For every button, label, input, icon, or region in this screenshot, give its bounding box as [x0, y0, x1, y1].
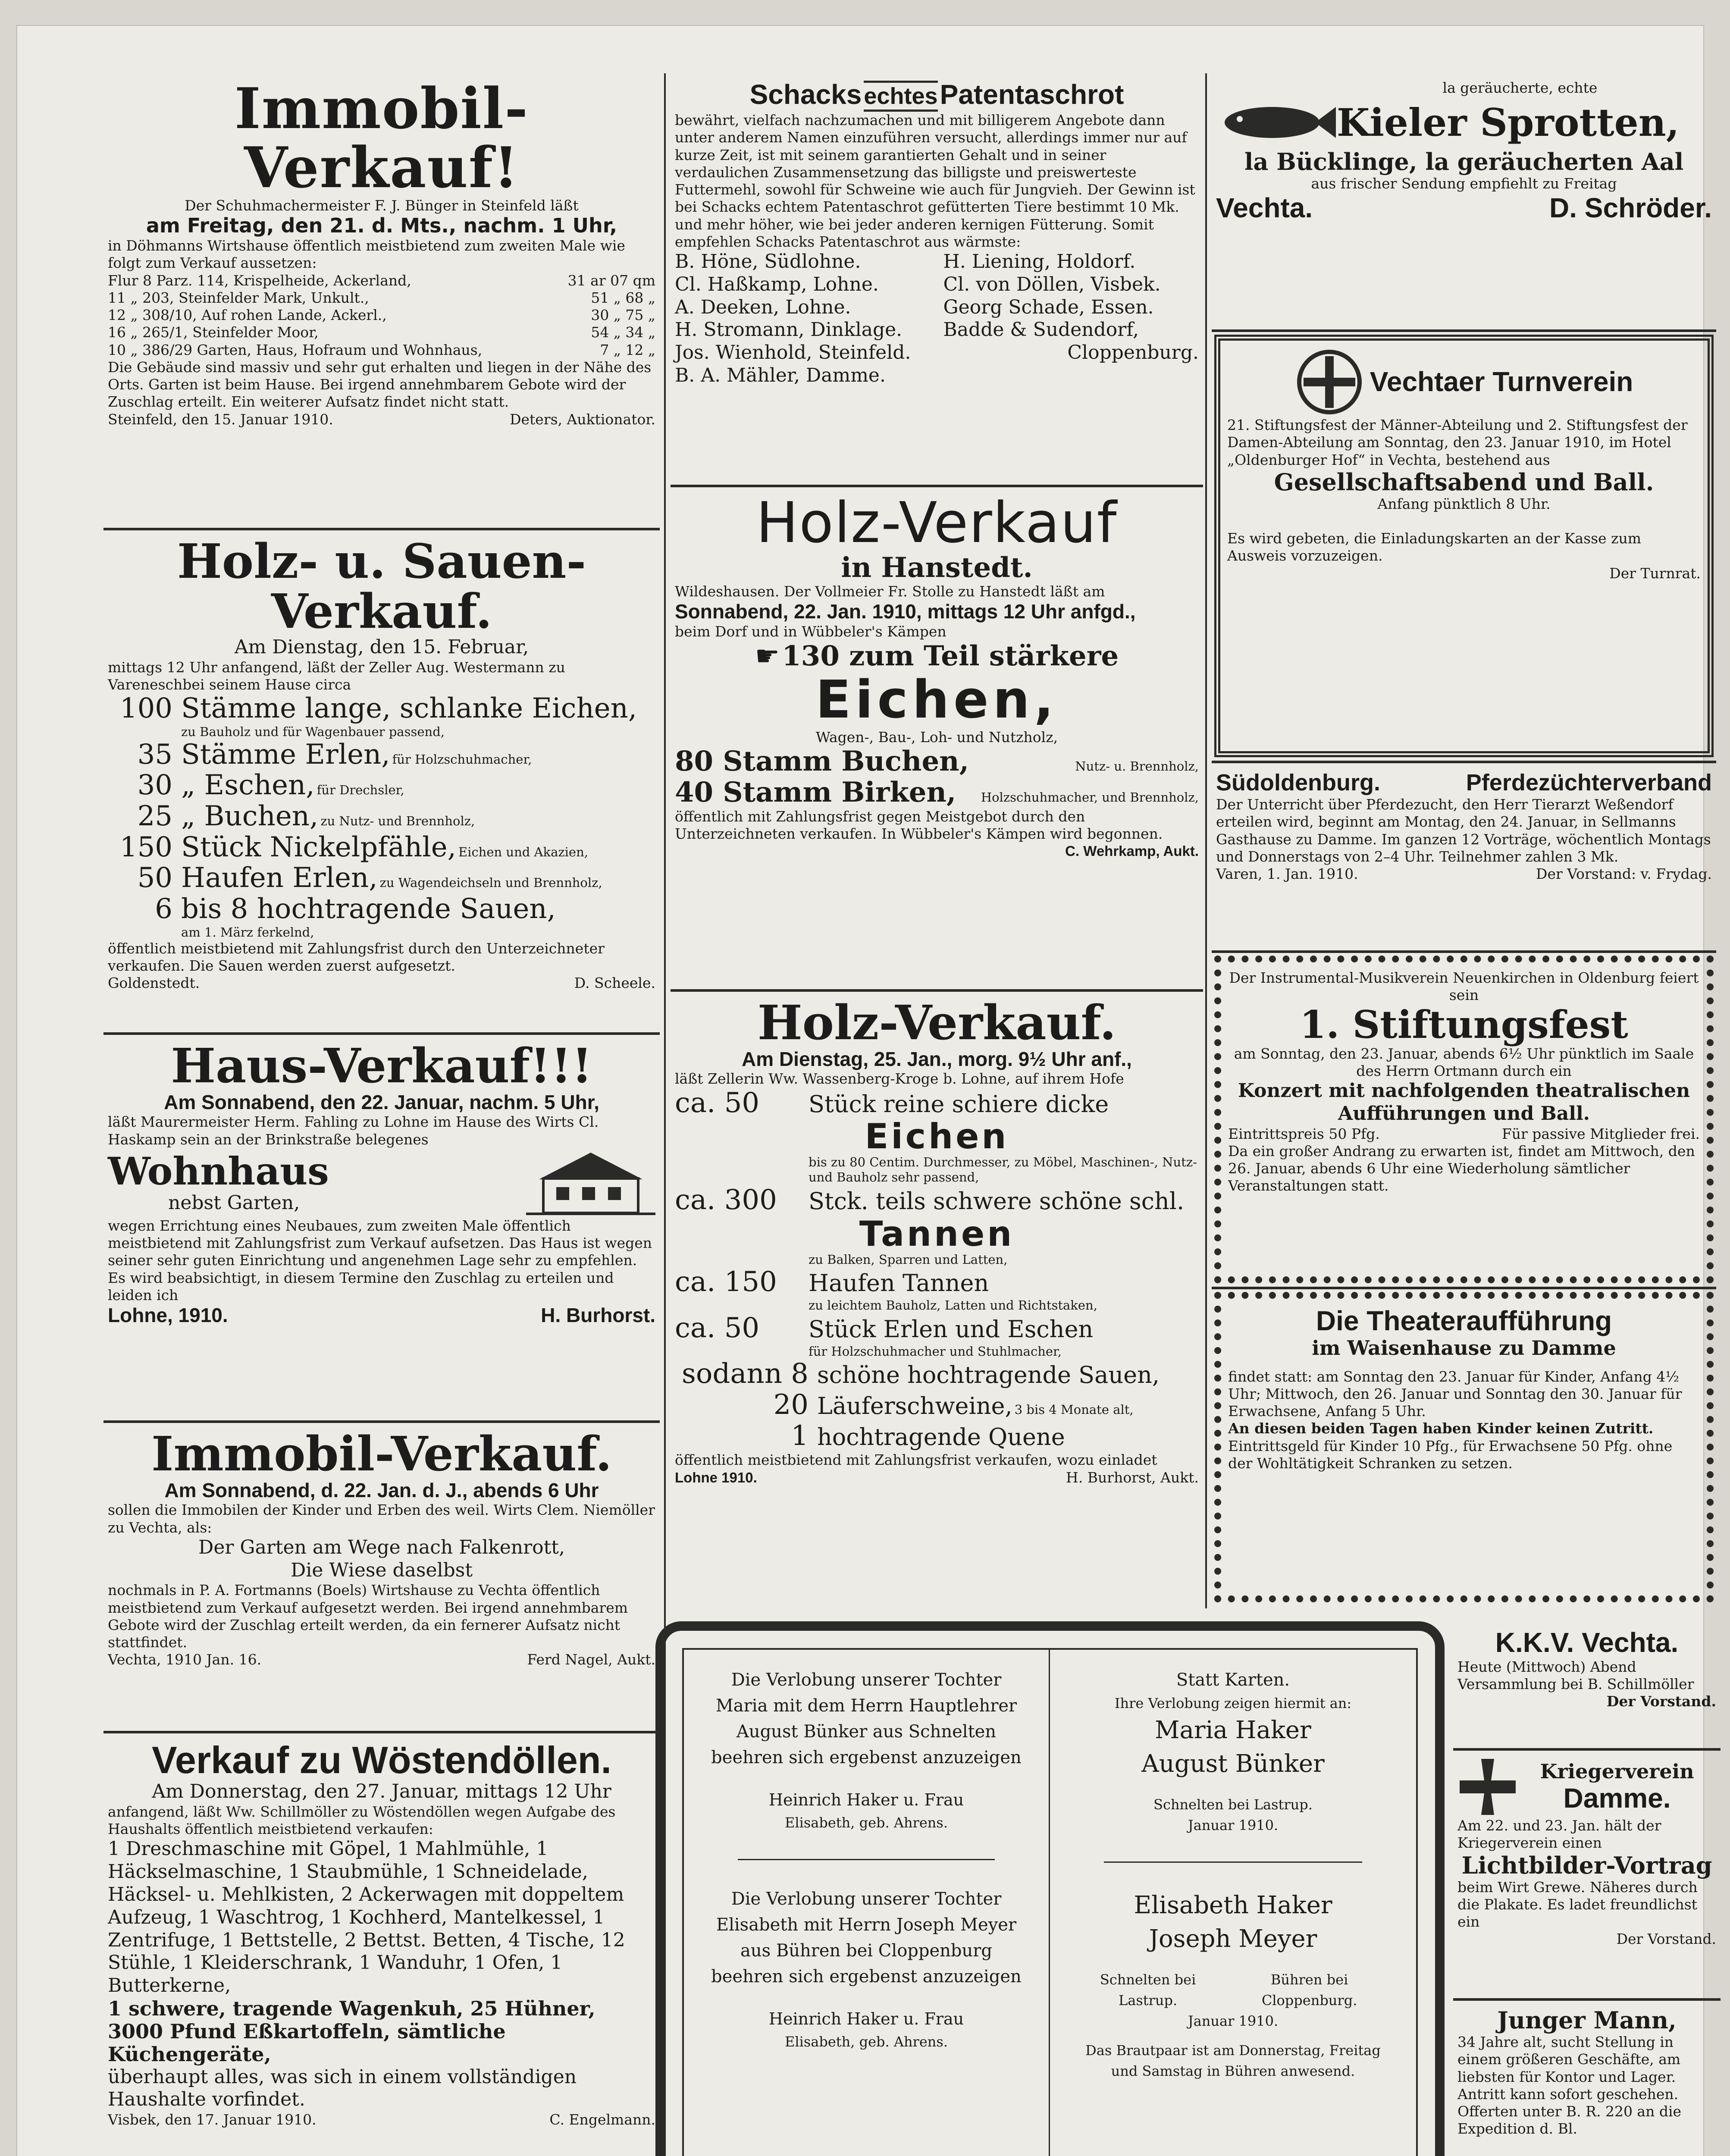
engagement-name: Elisabeth Haker	[1134, 1891, 1332, 1919]
ad-text: sollen die Immobilen der Kinder und Erben des weil. Wirts Clem. Niemöller zu Vechta, als:	[108, 1501, 655, 1536]
item-row	[108, 894, 655, 925]
item-name: Haufen Erlen,	[181, 862, 378, 894]
ad-title: Kriegerverein	[1540, 1759, 1694, 1783]
ad-vechtaer-turnverein	[1212, 332, 1716, 763]
parcel-size: 30 „ 75 „	[591, 307, 655, 324]
ad-signature: D. Scheele.	[574, 975, 655, 992]
parcel-size: 31 ar 07 qm	[567, 272, 655, 289]
ad-signature: H. Burhorst, Aukt.	[1066, 1469, 1199, 1486]
item-list	[108, 693, 655, 940]
item-note: 3 bis 4 Monate alt,	[1014, 1402, 1134, 1417]
dealer-list	[675, 251, 1199, 387]
ad-text: Da ein großer Andrang zu erwarten ist, findet am Mittwoch, den 26. Januar, abends 6 Uhr eine Wiederholung sämtlicher Veranstaltungen statt.	[1228, 1142, 1695, 1194]
engagement-signature-note: Elisabeth, geb. Ahrens.	[785, 2034, 948, 2050]
ad-text: wegen Errichtung eines Neubaues, zum zweiten Male öffentlich meistbietend mit Zahlungsfrist zum Verkauf aufsetzen. Das Haus ist wegen seiner sehr guten Einrichtung und angenehmen Lage sehr zu empfehlen. Es wird beabsichtigt, in diesem Termine den Zuschlag zu erteilen und leiden ich	[108, 1217, 652, 1304]
ad-title: 1. Stiftungsfest	[1300, 1002, 1628, 1047]
ad-date: Am Donnerstag, den 27. Januar, mittags 12 Uhr	[152, 1780, 611, 1803]
item-row	[675, 1185, 1199, 1216]
ad-text: Es wird gebeten, die Einladungskarten an der Kasse zum Ausweis vorzuzeigen.	[1227, 530, 1642, 564]
item-note: bis zu 80 Centim. Durchmesser, zu Möbel, Maschinen-, Nutz- und Bauholz sehr passend,	[809, 1155, 1197, 1185]
ad-text-bold: An diesen beiden Tagen haben Kinder keinen Zutritt.	[1228, 1420, 1654, 1437]
ad-text: Eintrittsgeld für Kinder 10 Pfg., für Erwachsene 50 Pfg. ohne der Wohltätigkeit Schranken zu setzen.	[1228, 1437, 1673, 1472]
engagement-signature-note: Elisabeth, geb. Ahrens.	[785, 1814, 948, 1831]
item-row	[675, 1088, 1199, 1119]
divider	[1104, 1861, 1362, 1863]
engagement-place: Bühren bei Cloppenburg.	[1261, 1971, 1357, 2009]
parcel-desc: 16 „ 265/1, Steinfelder Moor,	[108, 324, 319, 341]
item-note: für Holzschuhmacher,	[392, 752, 532, 767]
ad-title: Vechtaer Turnverein	[1370, 366, 1633, 398]
parcel-row	[108, 307, 655, 324]
engagement-signature: Heinrich Haker u. Frau	[768, 1790, 964, 1809]
item-note: für Drechsler,	[317, 783, 404, 798]
newspaper-page	[17, 26, 1716, 2156]
engagement-left	[684, 1650, 1050, 2156]
engagement-place: Schnelten bei Lastrup.	[1100, 1971, 1196, 2009]
item-name: „ Eschen,	[181, 769, 315, 802]
house-icon	[526, 1148, 655, 1217]
ad-time: Anfang pünktlich 8 Uhr.	[1377, 495, 1551, 512]
item-note: Eichen und Akazien,	[458, 844, 588, 859]
ad-date: Am Dienstag, 25. Jan., morg. 9½ Uhr anf.,	[742, 1047, 1132, 1070]
item-row	[108, 832, 655, 863]
item-name: Haufen Tannen	[809, 1269, 989, 1297]
turner-cross-icon	[1295, 348, 1364, 417]
ad-text: öffentlich mit Zahlungsfrist gegen Meistgebot durch den Unterzeichneten verkaufen. In Wübbeler's Kämpen wird begonnen.	[675, 808, 1163, 843]
ad-date: am Freitag, den 21. d. Mts., nachm. 1 Uhr,	[146, 214, 617, 238]
engagement-right	[1050, 1650, 1416, 2156]
item-qty: 6	[155, 893, 172, 925]
ad-kieler-sprotten	[1212, 73, 1716, 332]
engagement-name: Joseph Meyer	[1149, 1925, 1317, 1953]
ad-immobil-verkauf-1	[103, 73, 660, 530]
item-note: Holzschuhmacher, und Brennholz,	[981, 790, 1199, 805]
ad-subtitle: in Hanstedt.	[841, 551, 1033, 584]
item-row	[108, 801, 655, 832]
parcel-desc: 12 „ 308/10, Auf rohen Lande, Ackerl.,	[108, 307, 387, 324]
engagement-date: Januar 1910.	[1188, 1817, 1279, 1833]
ad-holz-verkauf-lohne	[671, 992, 1203, 1608]
parcel-desc: 11 „ 203, Steinfelder Mark, Unkult.,	[108, 289, 369, 306]
column-right	[1212, 73, 1716, 1608]
engagement-text: Die Verlobung unserer Tochter Maria mit dem Herrn Hauptlehrer August Bünker aus Schnelten beehren sich ergebenst anzuzeigen	[711, 1670, 1022, 1767]
ad-text: läßt Maurermeister Herm. Fahling zu Lohne im Hause des Wirts Cl. Haskamp sein an der Brinkstraße belegenes	[108, 1113, 599, 1148]
ad-signature: Der Vorstand.	[1606, 1693, 1716, 1710]
ad-footer	[108, 1304, 655, 1327]
item-name: „ Buchen,	[181, 800, 319, 833]
ad-text: 34 Jahre alt, sucht Stellung in einem größeren Geschäfte, am liebsten für Kontor und Lager. Antritt kann sofort geschehen. Offerten unter B. R. 220 an die Expedition d. Bl.	[1457, 2034, 1682, 2137]
ad-text: überhaupt alles, was sich in einem vollständigen Haushalte vorfindet.	[108, 2065, 577, 2111]
dealer-list-left	[675, 251, 931, 387]
item-name: Stämme lange, schlanke Eichen,	[181, 693, 637, 725]
item-name: Läuferschweine,	[817, 1392, 1012, 1420]
engagement-head: Statt Karten.	[1176, 1670, 1290, 1690]
ad-signature: Ferd Nagel, Aukt.	[527, 1651, 655, 1668]
ad-text: beim Dorf und in Wübbeler's Kämpen	[675, 623, 946, 640]
dealer: Jos. Wienhold, Steinfeld.	[675, 342, 911, 364]
entry-note: Für passive Mitglieder frei.	[1501, 1125, 1700, 1142]
dealer: H. Liening, Holdorf.	[943, 251, 1136, 273]
ad-event: Konzert mit nachfolgenden theatralischen Aufführungen und Ball.	[1238, 1080, 1690, 1125]
parcel-size: 54 „ 34 „	[591, 324, 655, 341]
item-row	[675, 1313, 1199, 1344]
ad-kriegerverein-damme	[1453, 1751, 1721, 2001]
parcel-desc: 10 „ 386/29 Garten, Haus, Hofraum und Wohnhaus,	[108, 341, 483, 358]
item-name: Stück reine schiere dicke	[809, 1090, 1109, 1118]
dealer: Cl. Haßkamp, Lohne.	[675, 273, 879, 295]
ad-text: Die Gebäude sind massiv und sehr gut erhalten und liegen in der Nähe des Orts. Garten ist beim Hause. Bei irgend annehmbarem Gebote wird der Zuschlag erteilt. Ein weiterer Aufsatz findet nicht statt.	[108, 358, 652, 411]
ad-pferdezuechterverband	[1212, 763, 1716, 953]
ad-title-place: Damme.	[1563, 1782, 1671, 1814]
item-qty: 25	[137, 800, 172, 833]
ad-verkauf-woestendoellen	[103, 1733, 660, 2156]
ad-text: mittags 12 Uhr anfangend, läßt der Zeller Aug. Westermann zu Vareneschbei seinem Hause circa	[108, 658, 565, 693]
item-note: Wagen-, Bau-, Loh- und Nutzholz,	[815, 729, 1058, 746]
ad-text: läßt Zellerin Ww. Wassenberg-Kroge b. Lohne, auf ihrem Hofe	[675, 1070, 1124, 1087]
item-highlight: Eichen	[865, 1116, 1009, 1157]
title-part: echtes	[864, 81, 937, 112]
ad-holz-verkauf-hanstedt	[671, 487, 1203, 992]
engagement-note: Das Brautpaar ist am Donnerstag, Freitag und Samstag in Bühren anwesend.	[1085, 2042, 1381, 2079]
ad-footer	[108, 1651, 655, 1668]
ad-signature: H. Burhorst.	[541, 1304, 655, 1327]
engagement-name: August Bünker	[1141, 1750, 1325, 1778]
ad-signature: Der Vorstand.	[1616, 1930, 1716, 1948]
dealer: A. Deeken, Lohne.	[675, 296, 851, 318]
ad-title: Die Theateraufführung	[1316, 1305, 1612, 1336]
item-note: zu Bauholz und für Wagenbauer passend,	[181, 724, 445, 739]
item-row	[675, 1359, 1199, 1390]
parcel-row	[108, 289, 655, 307]
item-note: am 1. März ferkelnd,	[181, 924, 314, 940]
item-row	[108, 693, 655, 724]
ad-text: bewährt, vielfach nachzumachen und mit billigerem Angebote dann unter anderem Namen einzuführen versucht, allerdings immer nur auf kurze Zeit, ist mit seinem garantierten Gehalt und in seiner verdaulichen Zusammensetzung das billigste und preiswerteste Futtermehl, sowohl für Schweine wie auch für Jungvieh. Der Gewinn ist bei Schacks echtem Patentaschrot gefütterten Tiere bestimmt 10 Mk. und mehr höher, wie bei jeder anderen kernigen Fütterung. Somit empfehlen Schacks Patentaschrot aus wärmste:	[675, 112, 1195, 250]
ad-title	[675, 79, 1199, 112]
title-part: Südoldenburg.	[1216, 770, 1380, 796]
item-name: 80 Stamm Buchen,	[675, 745, 969, 778]
item-name: bis 8 hochtragende Sauen,	[181, 893, 556, 925]
pointing-hand-icon: ☛	[755, 640, 780, 672]
column-rule	[1205, 73, 1207, 1608]
item-qty: 150	[119, 831, 172, 863]
engagement-date: Januar 1910.	[1188, 2012, 1279, 2029]
ad-text: Der Unterricht über Pferdezucht, den Herr Tierarzt Weßendorf erteilen wird, beginnt am Montag, den 24. Januar, in Sellmanns Gasthause zu Damme. Im ganzen 12 Vorträge, wöchentlich Montags und Donnerstags von 2–4 Uhr. Teilnehmer zahlen 3 Mk.	[1216, 796, 1711, 865]
item-list	[675, 1088, 1199, 1452]
ad-place: Goldenstedt.	[108, 975, 200, 992]
item-line: 130 zum Teil stärkere	[782, 639, 1119, 672]
ad-title: Immobil-Verkauf.	[151, 1426, 612, 1482]
parcel-list	[108, 272, 655, 359]
ad-signature: Der Turnrat.	[1609, 564, 1701, 582]
ad-title: Immobil-Verkauf!	[234, 75, 529, 201]
ad-entry	[1228, 1125, 1700, 1143]
dealer: B. Höne, Südlohne.	[675, 251, 861, 273]
item-qty: 30	[137, 769, 172, 802]
engagement-box	[655, 1621, 1445, 2156]
item-qty: ca. 300	[675, 1184, 777, 1216]
ad-date: Sonnabend, 22. Jan. 1910, mittags 12 Uhr anfgd.,	[675, 600, 1136, 623]
item-name: Stämme Erlen,	[181, 738, 390, 771]
item-row	[675, 1390, 1199, 1421]
dealer: Cl. von Döllen, Visbek.	[943, 273, 1161, 295]
ad-signature: D. Schröder.	[1549, 192, 1712, 223]
item-name: 40 Stamm Birken,	[675, 776, 956, 809]
item-row	[675, 746, 1199, 777]
garden-label: nebst Garten,	[168, 1192, 300, 1214]
ad-title: Haus-Verkauf!!!	[171, 1038, 592, 1094]
ad-place: Visbek, den 17. Januar 1910.	[108, 2111, 317, 2128]
ad-place: Lohne 1910.	[675, 1469, 757, 1485]
ad-footer	[108, 411, 655, 428]
item-qty: 35	[137, 738, 172, 771]
house-label: Wohnhaus	[108, 1148, 329, 1194]
divider	[738, 1859, 995, 1860]
ad-subtitle: im Waisenhause zu Damme	[1312, 1336, 1616, 1360]
ad-text: Heute (Mittwoch) Abend Versammlung bei B. Schillmöller	[1457, 1658, 1694, 1692]
item-qty: 1	[791, 1420, 809, 1452]
item-note: Nutz- u. Brennholz,	[1075, 759, 1199, 774]
turnverein-title-row	[1227, 348, 1701, 417]
ad-signature: C. Wehrkamp, Aukt.	[1065, 843, 1199, 859]
dealer: Georg Schade, Essen.	[943, 296, 1154, 318]
parcel-size: 7 „ 12 „	[600, 341, 655, 358]
ornament-border	[1214, 335, 1714, 757]
column-middle	[671, 73, 1203, 1608]
ad-date: Am Dienstag, den 15. Februar,	[234, 636, 529, 658]
entry-price: Eintrittspreis 50 Pfg.	[1228, 1125, 1380, 1142]
title-part: Patentaschrot	[940, 79, 1124, 110]
column-bottom-right	[1453, 1621, 1721, 2156]
parcel-row	[108, 342, 655, 359]
item-name: hochtragende Quene	[817, 1423, 1065, 1451]
item-list-bold: 1 schwere, tragende Wagenkuh, 25 Hühner, 3000 Pfund Eßkartoffeln, sämtliche Küchengeräte,	[108, 1996, 595, 2066]
ad-kkv-vechta	[1453, 1621, 1721, 1751]
item-note: für Holzschuhmacher und Stuhlmacher,	[809, 1344, 1062, 1359]
item-row	[675, 1267, 1199, 1298]
fish-icon	[1216, 97, 1337, 148]
item-meadow: Die Wiese daselbst	[290, 1559, 473, 1581]
ad-text: nochmals in P. A. Fortmanns (Boels) Wirtshause zu Vechta öffentlich meistbietend zum Verkauf aufgesetzt werden. Bei irgend annehmbarem Gebote wird der Zuschlag erteilt werden, da ein fernerer Aufsatz nicht stattfindet.	[108, 1582, 628, 1651]
ad-head: la geräucherte, echte	[1442, 79, 1598, 96]
ad-text: anfangend, läßt Ww. Schillmöller zu Wöstendöllen wegen Aufgabe des Haushalts öffentlich meistbietend verkaufen:	[108, 1803, 616, 1838]
item-row	[675, 1421, 1199, 1452]
item-name: Stck. teils schwere schöne schl.	[809, 1187, 1185, 1215]
ad-footer	[108, 2111, 655, 2128]
ornament-border	[1214, 956, 1714, 1283]
ad-place: Vechta.	[1216, 192, 1313, 223]
item-row	[108, 863, 655, 894]
item-qty: 20	[773, 1388, 809, 1421]
item-eichen: Eichen,	[815, 670, 1058, 730]
item-row	[675, 777, 1199, 808]
ad-signature: C. Engelmann.	[549, 2111, 655, 2128]
ad-title: Holz-Verkauf	[756, 490, 1118, 555]
ad-title: Holz- u. Sauen-Verkauf.	[177, 533, 586, 639]
ad-text: Am 22. und 23. Jan. hält der Kriegerverein einen	[1457, 1817, 1661, 1852]
ad-title: K.K.V. Vechta.	[1495, 1627, 1679, 1658]
parcel-size: 51 „ 68 „	[591, 289, 655, 306]
parcel-desc: Flur 8 Parz. 114, Krispelheide, Ackerland,	[108, 272, 411, 289]
title-part: Pferdezüchterverband	[1466, 770, 1712, 796]
ad-text: Wildeshausen. Der Vollmeier Fr. Stolle zu Hanstedt läßt am	[675, 583, 1105, 600]
ad-text: öffentlich meistbietend mit Zahlungsfrist verkaufen, wozu einladet	[675, 1451, 1157, 1469]
item-name: Stück Nickelpfähle,	[181, 831, 456, 863]
ad-holz-sauen-verkauf	[103, 530, 660, 1035]
ad-title: Junger Mann,	[1497, 2006, 1677, 2034]
ad-junger-mann	[1453, 2001, 1721, 2156]
ad-signature: Der Vorstand: v. Frydag.	[1536, 865, 1712, 883]
column-left	[103, 73, 660, 2156]
ad-text: findet statt: am Sonntag den 23. Januar für Kinder, Anfang 4½ Uhr; Mittwoch, den 26. Januar und Sonntag den 30. Januar für Erwachsene, Anfang 5 Uhr.	[1228, 1368, 1682, 1420]
ad-place: Steinfeld, den 15. Januar 1910.	[108, 411, 333, 428]
engagement-inner	[682, 1648, 1418, 2156]
ad-footer	[1216, 193, 1712, 224]
ad-text: in Döhmanns Wirtshause öffentlich meistbietend zum zweiten Male wie folgt zum Verkauf aussetzen:	[108, 237, 625, 272]
ad-theaterauffuehrung	[1212, 1289, 1716, 1608]
item-qty: 50	[137, 862, 172, 894]
ad-footer	[675, 1469, 1199, 1486]
ad-place: Vechta, 1910 Jan. 16.	[108, 1651, 262, 1668]
item-highlight: Tannen	[859, 1213, 1015, 1254]
item-name: Stück Erlen und Eschen	[809, 1315, 1094, 1343]
ad-text: Der Schuhmachermeister F. J. Bünger in Steinfeld läßt	[185, 197, 579, 214]
item-note: zu leichtem Bauholz, Latten und Richtstaken,	[809, 1298, 1097, 1313]
ad-text: beim Wirt Grewe. Näheres durch die Plakate. Es ladet freundlichst ein	[1457, 1878, 1698, 1930]
ad-musikverein	[1212, 953, 1716, 1289]
dealer: Cloppenburg.	[1067, 342, 1199, 364]
engagement-name: Maria Haker	[1155, 1716, 1311, 1744]
item-row	[108, 740, 655, 771]
parcel-row	[108, 324, 655, 341]
ad-text: 21. Stiftungsfest der Männer-Abteilung und 2. Stiftungsfest der Damen-Abteilung am Sonntag, den 23. Januar 1910, im Hotel „Oldenburger Hof“ in Vechta, bestehend aus	[1227, 417, 1688, 468]
sprotten-title-row	[1216, 97, 1712, 148]
item-list: 1 Dreschmaschine mit Göpel, 1 Mahlmühle, 1 Häckselmaschine, 1 Staubmühle, 1 Schneidelade, Häcksel- u. Mehlkisten, 2 Ackerwagen mit doppeltem Aufzeug, 1 Waschtrog, 1 Kochherd, Mantelkessel, 1 Zentrifuge, 1 Bettstelle, 2 Bettst. Betten, 4 Tische, 12 Stühle, 1 Kleiderschrank, 1 Wanduhr, 1 Ofen, 1 Butterkerne,	[108, 1838, 625, 1997]
item-garden: Der Garten am Wege nach Falkenrott,	[198, 1536, 565, 1558]
ad-text: am Sonntag, den 23. Januar, abends 6½ Uhr pünktlich im Saale des Herrn Ortmann durch ein	[1234, 1045, 1694, 1079]
ad-immobil-verkauf-2	[103, 1423, 660, 1733]
dealer: B. A. Mähler, Damme.	[675, 364, 886, 387]
krieger-title-row	[1457, 1757, 1716, 1817]
engagement-text: Ihre Verlobung zeigen hiermit an:	[1114, 1695, 1352, 1711]
item-qty: sodann 8	[682, 1358, 809, 1390]
item-qty: ca. 150	[675, 1266, 777, 1298]
engagement-text: Die Verlobung unserer Tochter Elisabeth mit Herrn Joseph Meyer aus Bühren bei Cloppenburg beehren sich ergebenst anzuzeigen	[711, 1889, 1022, 1987]
title-part: Schacks	[749, 79, 862, 110]
ad-title: Verkauf zu Wöstendöllen.	[152, 1739, 611, 1781]
engagement-signature: Heinrich Haker u. Frau	[768, 2009, 964, 2028]
engagement-places	[1072, 1969, 1395, 2011]
dealer: H. Stromann, Dinklage.	[675, 319, 903, 341]
ad-schacks-patentaschrot	[671, 73, 1203, 487]
ad-text: Der Instrumental-Musikverein Neuenkirchen in Oldenburg feiert sein	[1229, 969, 1699, 1004]
ad-event: Lichtbilder-Vortrag	[1461, 1851, 1712, 1879]
ad-title: Kieler Sprotten,	[1337, 100, 1680, 145]
ad-footer	[1216, 865, 1712, 883]
pointer-row	[675, 641, 1199, 672]
ad-place: Lohne, 1910.	[108, 1304, 228, 1327]
iron-cross-icon	[1457, 1757, 1518, 1817]
ad-event: Gesellschaftsabend und Ball.	[1274, 468, 1654, 496]
ad-date: Am Sonnabend, den 22. Januar, nachm. 5 Uhr,	[164, 1091, 599, 1113]
dealer: Badde & Sudendorf,	[943, 319, 1139, 341]
item-note: zu Nutz- und Brennholz,	[320, 814, 475, 829]
ad-signature: Deters, Auktionator.	[510, 411, 655, 428]
item-qty: 100	[119, 693, 172, 725]
dealer-list-right	[943, 251, 1199, 387]
item-qty: ca. 50	[675, 1087, 760, 1119]
ad-footer	[108, 975, 655, 992]
ornament-border	[1214, 1292, 1714, 1602]
item-qty: ca. 50	[675, 1312, 760, 1344]
house-row	[108, 1148, 655, 1217]
ad-haus-verkauf	[103, 1035, 660, 1423]
item-name: schöne hochtragende Sauen,	[817, 1361, 1160, 1389]
ad-title: Holz-Verkauf.	[757, 995, 1116, 1050]
item-row	[108, 770, 655, 801]
ad-text-large: la Bücklinge, la geräucherten Aal	[1244, 148, 1684, 176]
ad-title	[1216, 769, 1712, 796]
ad-place: Varen, 1. Jan. 1910.	[1216, 865, 1358, 883]
item-note: zu Wagendeichseln und Brennholz,	[379, 875, 602, 890]
item-note: zu Balken, Sparren und Latten,	[809, 1252, 1008, 1267]
ad-text: aus frischer Sendung empfiehlt zu Freitag	[1311, 175, 1617, 192]
parcel-row	[108, 272, 655, 289]
ad-text: öffentlich meistbietend mit Zahlungsfrist durch den Unterzeichneter verkaufen. Die Sauen werden zuerst aufgesetzt.	[108, 940, 605, 974]
engagement-place: Schnelten bei Lastrup.	[1153, 1796, 1313, 1813]
ad-date: Am Sonnabend, d. 22. Jan. d. J., abends 6 Uhr	[164, 1479, 599, 1501]
